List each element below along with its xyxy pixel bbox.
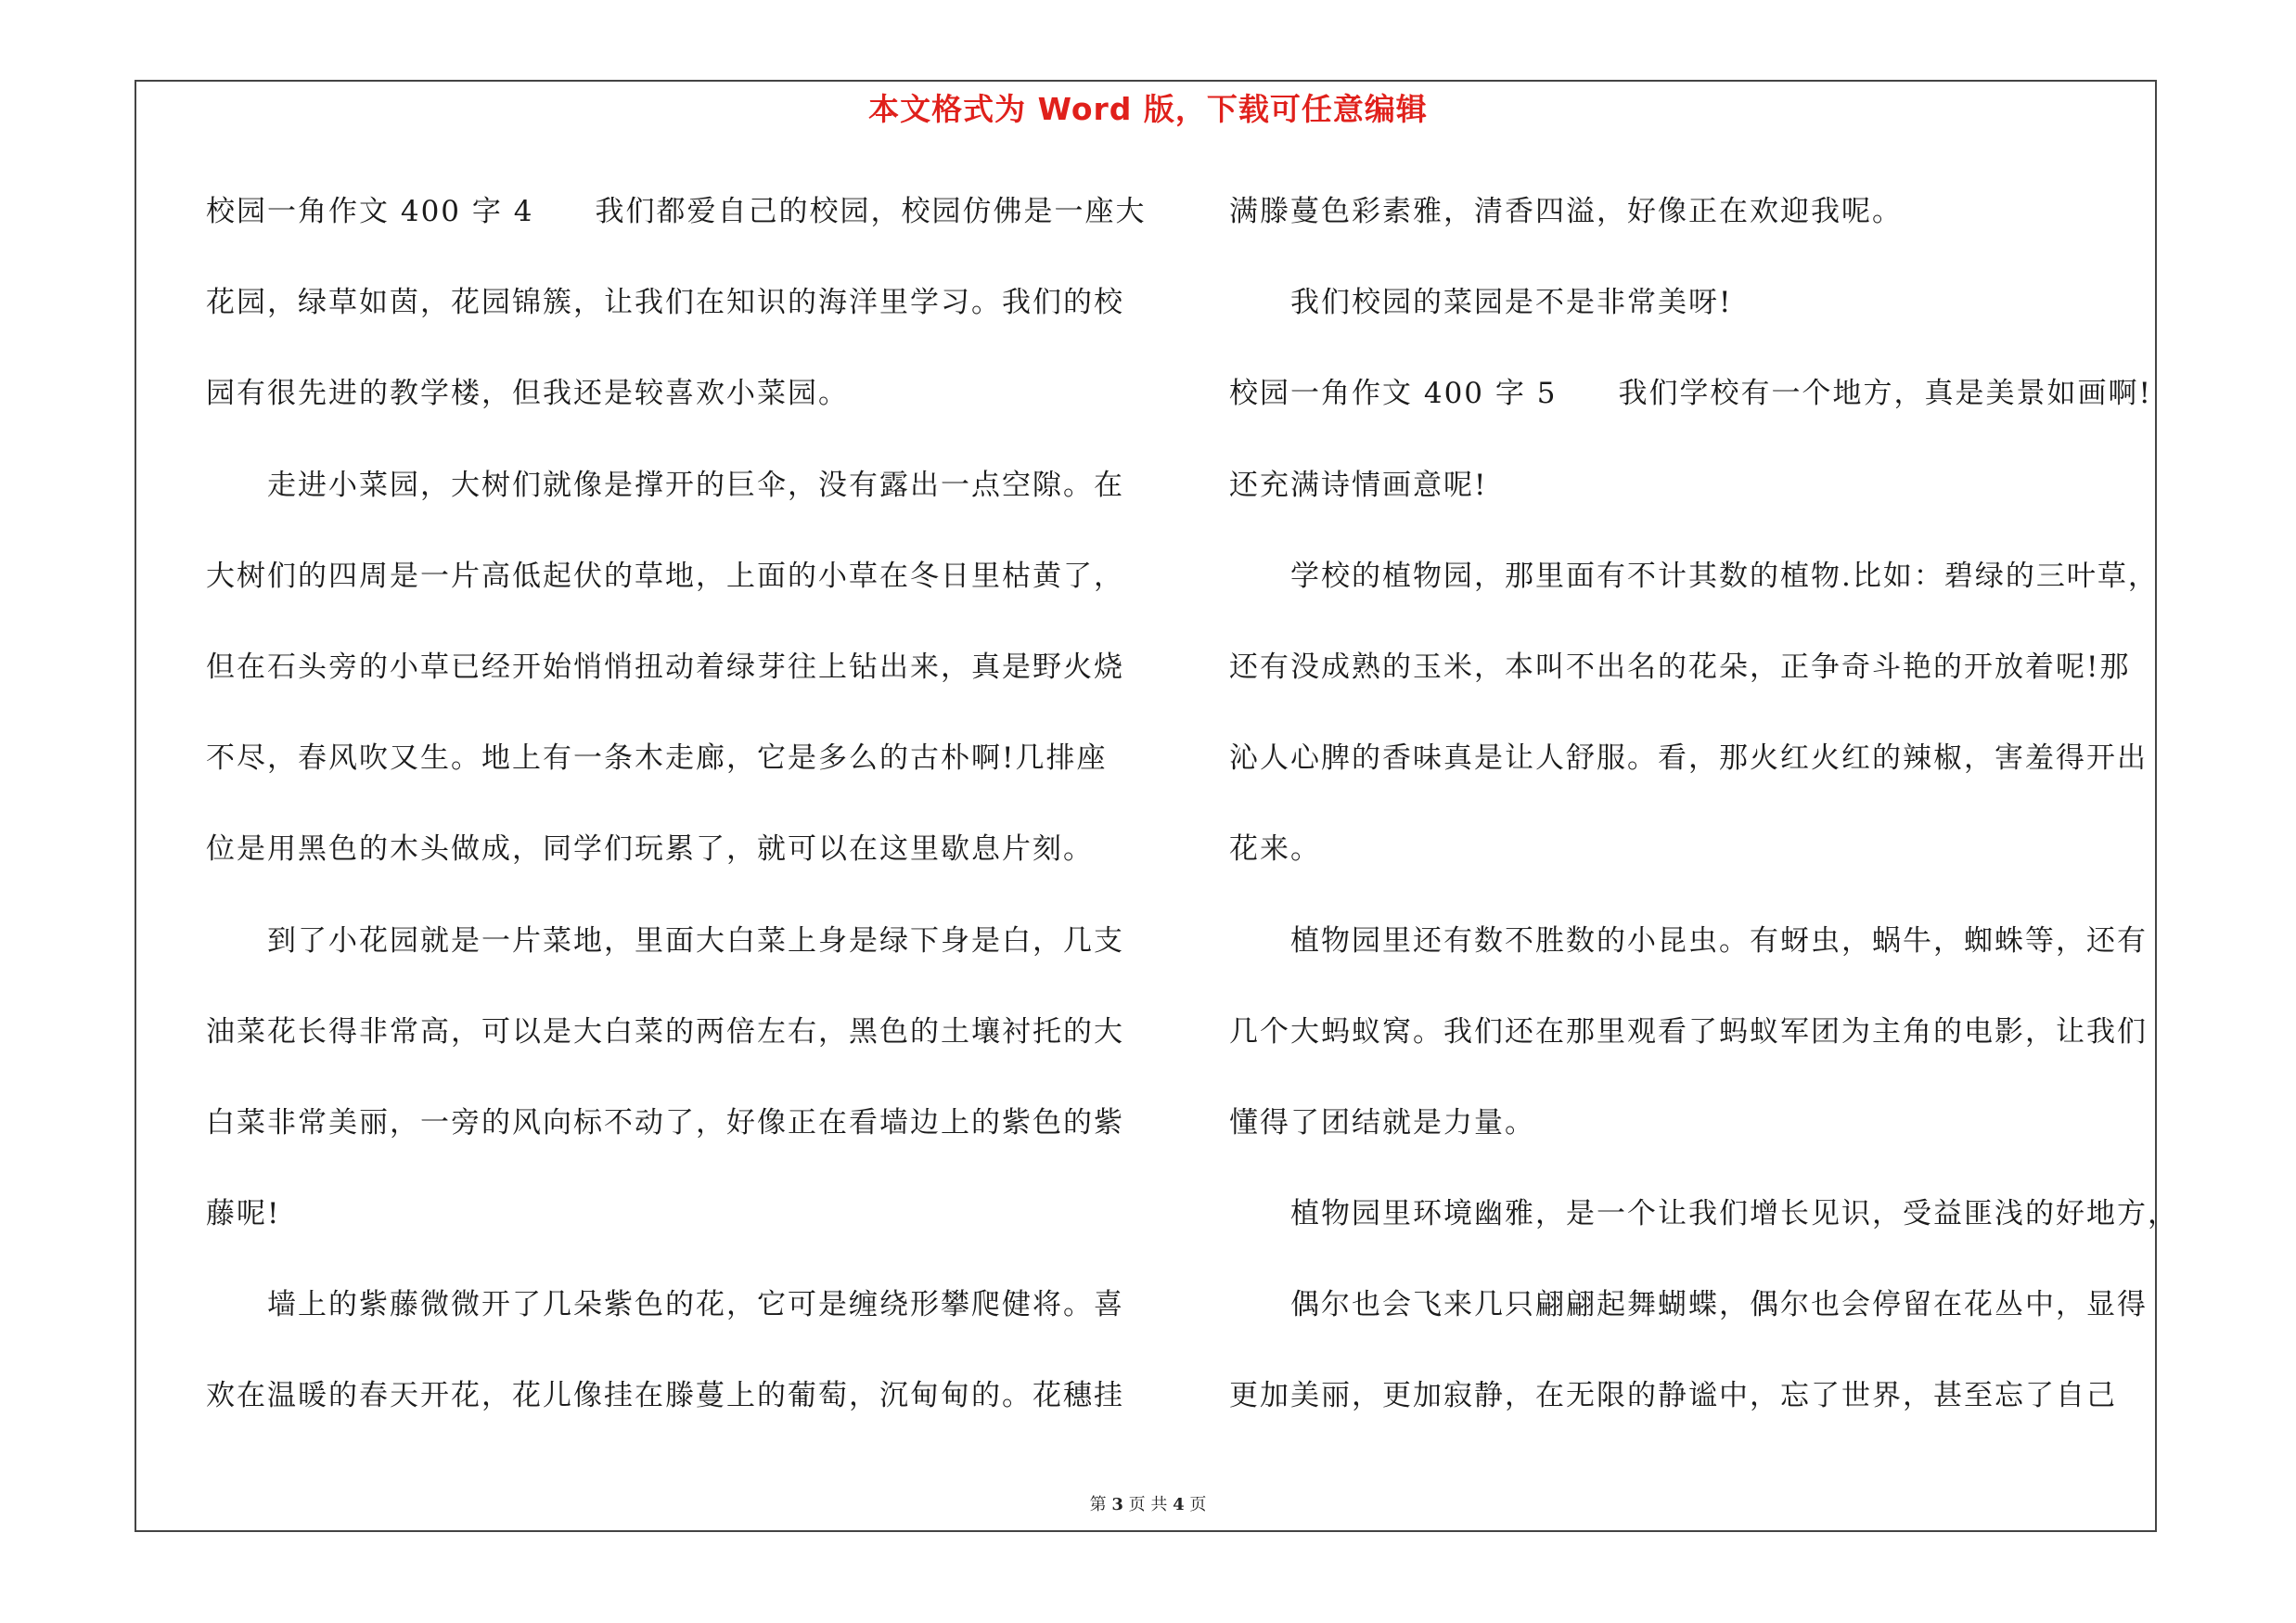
text-line: 我们校园的菜园是不是非常美呀! [1229,286,1733,320]
text-line: 欢在温暖的春天开花，花儿像挂在滕蔓上的葡萄，沉甸甸的。花穗挂 [206,1379,1124,1413]
text-line: 到了小花园就是一片菜地，里面大白菜上身是绿下身是白，几支 [206,923,1124,958]
footer-suffix: 页 [1189,1495,1207,1514]
text-line: 几个大蚂蚁窝。我们还在那里观看了蚂蚁军团为主角的电影，让我们 [1229,1014,2148,1049]
text-line: 走进小菜园，大树们就像是撑开的巨伞，没有露出一点空隙。在 [206,468,1124,502]
text-line: 位是用黑色的木头做成，同学们玩累了，就可以在这里歇息片刻。 [206,832,1094,867]
text-line: 但在石头旁的小草已经开始悄悄扭动着绿芽往上钻出来，真是野火烧 [206,650,1124,684]
text-line: 沁人心脾的香味真是让人舒服。看，那火红火红的辣椒，害羞得开出 [1229,741,2148,776]
text-line: 大树们的四周是一片高低起伏的草地，上面的小草在冬日里枯黄了， [206,559,1124,593]
right-column [1229,181,2178,1457]
text-line: 满滕蔓色彩素雅，清香四溢，好像正在欢迎我呢。 [1229,195,1903,228]
total-page-count: 4 [1173,1495,1185,1514]
text-line: 校园一角作文 400 字 5 我们学校有一个地方，真是美景如画啊! [1229,377,2152,411]
footer-middle: 页 共 [1128,1495,1168,1514]
text-line: 花园，绿草如茵，花园锦簇，让我们在知识的海洋里学习。我们的校 [206,286,1124,320]
text-line: 偶尔也会飞来几只翩翩起舞蝴蝶，偶尔也会停留在花丛中，显得 [1229,1288,2148,1322]
text-line: 油菜花长得非常高，可以是大白菜的两倍左右，黑色的土壤衬托的大 [206,1014,1124,1049]
footer-prefix: 第 [1089,1495,1107,1514]
text-line: 植物园里环境幽雅，是一个让我们增长见识，受益匪浅的好地方， [1229,1197,2178,1231]
text-line: 不尽，春风吹又生。地上有一条木走廊，它是多么的古朴啊!几排座 [206,741,1108,776]
left-column [206,181,1147,1457]
text-line: 更加美丽，更加寂静，在无限的静谧中，忘了世界，甚至忘了自己 [1229,1379,2117,1413]
current-page-number: 3 [1111,1495,1123,1514]
text-line: 学校的植物园，那里面有不计其数的植物.比如：碧绿的三叶草， [1229,559,2159,593]
text-line: 花来。 [1229,832,1321,867]
text-line: 还有没成熟的玉米，本叫不出名的花朵，正争奇斗艳的开放着呢!那 [1229,650,2131,684]
format-banner: 本文格式为 Word 版，下载可任意编辑 [868,91,1428,127]
text-line: 墙上的紫藤微微开了几朵紫色的花，它可是缠绕形攀爬健将。喜 [206,1288,1124,1322]
text-line: 园有很先进的教学楼，但我还是较喜欢小菜园。 [206,377,849,411]
page-footer [0,1491,2296,1515]
text-line: 校园一角作文 400 字 4 我们都爱自己的校园，校园仿佛是一座大 [206,195,1147,228]
text-line: 还充满诗情画意呢! [1229,468,1488,502]
text-line: 白菜非常美丽，一旁的风向标不动了，好像正在看墙边上的紫色的紫 [206,1105,1124,1140]
text-line: 植物园里还有数不胜数的小昆虫。有蚜虫，蜗牛，蜘蛛等，还有 [1229,923,2148,958]
text-line: 藤呢! [206,1197,281,1231]
text-line: 懂得了团结就是力量。 [1229,1105,1535,1140]
